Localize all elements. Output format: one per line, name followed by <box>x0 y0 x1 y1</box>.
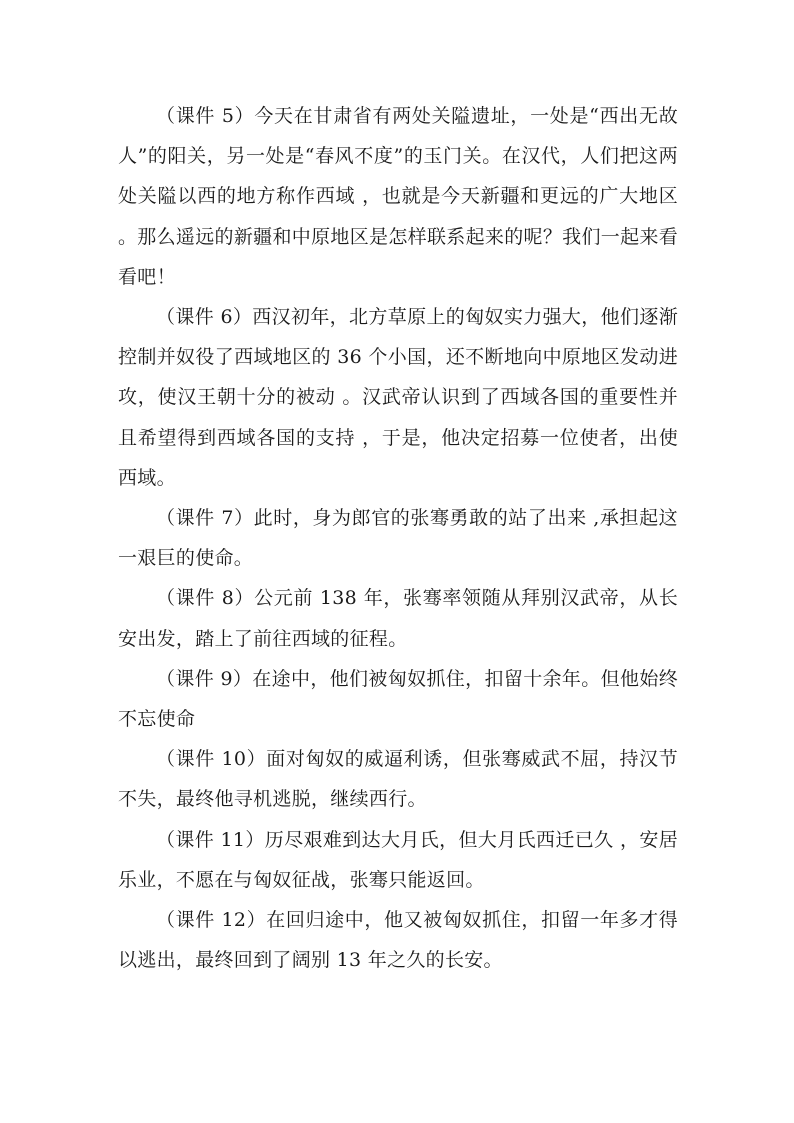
paragraph-courseware-11: （课件 11）历尽艰难到达大月氏，但大月氏西迁已久 ，安居乐业，不愿在与匈奴征战，张骞只能返回。 <box>118 828 678 891</box>
paragraph-courseware-7: （课件 7）此时，身为郎官的张骞勇敢的站了出来 ,承担起这一艰巨的使命。 <box>118 507 678 570</box>
paragraph-courseware-6: （课件 6）西汉初年，北方草原上的匈奴实力强大，他们逐渐控制并奴役了西域地区的 36 个小国，还不断地向中原地区发动进攻，使汉王朝十分的被动 。汉武帝认识到了西域各国的重要性并且希望得到西域各国的支持 ，于是，他决定招募一位使者，出使西域。 <box>118 306 678 489</box>
paragraph-courseware-8: （课件 8）公元前 138 年，张骞率领随从拜别汉武帝，从长安出发，踏上了前往西域的征程。 <box>118 587 678 650</box>
paragraph-courseware-9: （课件 9）在途中，他们被匈奴抓住，扣留十余年。但他始终不忘使命 <box>118 667 678 731</box>
document-body <box>118 96 678 980</box>
paragraph-courseware-10: （课件 10）面对匈奴的威逼利诱，但张骞威武不屈，持汉节不失，最终他寻机逃脱，继续西行。 <box>118 748 678 811</box>
paragraph-courseware-12: （课件 12）在回归途中，他又被匈奴抓住，扣留一年多才得以逃出，最终回到了阔别 13 年之久的长安。 <box>118 909 678 972</box>
paragraph-courseware-5: （课件 5）今天在甘肃省有两处关隘遗址，一处是“西出无故人”的阳关，另一处是“春风不度”的玉门关。在汉代，人们把这两处关隘以西的地方称作西域 ，也就是今天新疆和更远的广大地区 。那么遥远的新疆和中原地区是怎样联系起来的呢？我们一起来看看吧！ <box>118 105 678 288</box>
